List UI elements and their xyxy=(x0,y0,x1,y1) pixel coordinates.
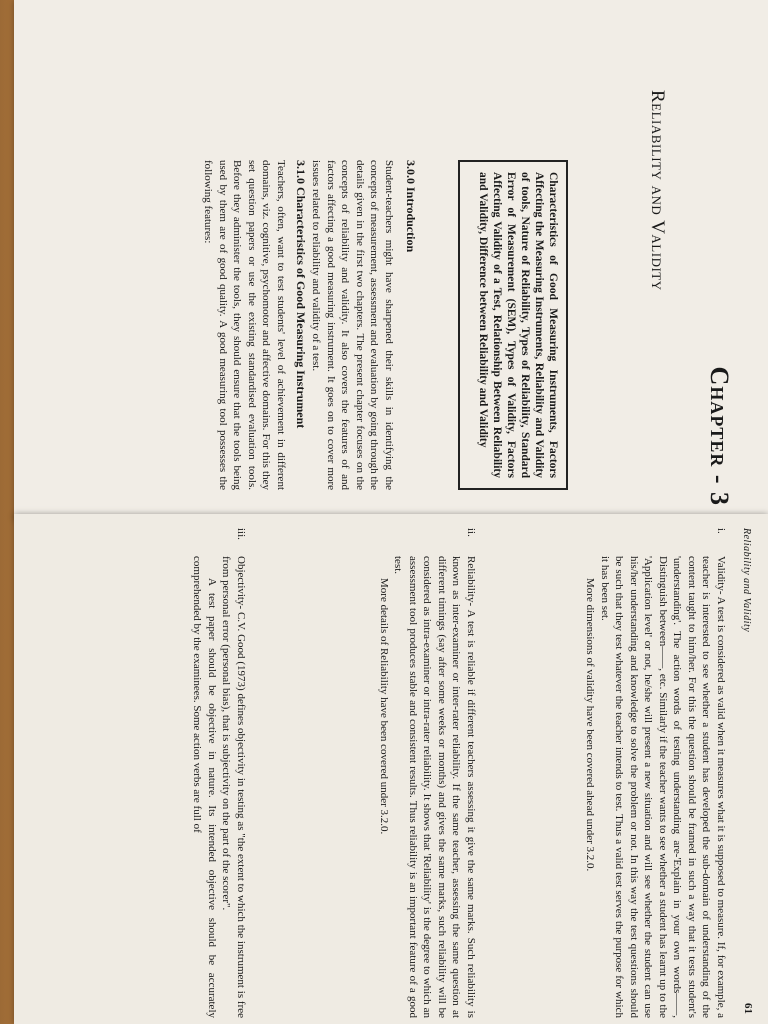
section-310-text: Teachers, often, want to test students' level of achievement in different domains, viz. cognitive, psychomotor and affective domains. For this they set question papers or use the existing standardised evaluation tools. Before they administer the tools, they should ensure that the tools being used by them are of good quality. A good measuring tool possesses the following features: xyxy=(202,160,287,490)
chapter-label: Chapter - 3 xyxy=(705,366,734,506)
item-followup: More details of Reliability have been covered under 3.2.0. xyxy=(378,578,390,835)
section-300-heading: 3.0.0 Introduction xyxy=(404,160,418,253)
item-text: Validity- A test is considered as valid when it measures what it is supposed to measure. If, for example, a teacher is interested to see whether a student has developed the sub-domain of understanding of the content taught to him/her. For this the question should be framed in such a way that it tests student's 'understanding'. The action words of testing understanding are-'Explain in your own words——, Distinguish between——, etc. Similarly if the teacher wants to see whether a student has learnt up to the 'Application level' or not, he/she will present a new situation and will see whether the student can use his/her understanding and knowledge to solve the problem or not. In this way the test questions should be such that they test whatever the teacher intends to test. Thus a valid test serves the purpose for which it has been set. xyxy=(599,556,727,1018)
item-number: ii. xyxy=(465,528,477,537)
item-followup: A test paper should be objective in nature. Its intended objective should be accurately comprehended by the examinees. Some action verbs are full of xyxy=(191,556,218,1018)
item-followup: More dimensions of validity have been covered ahead under 3.2.0. xyxy=(584,578,597,872)
chapter-outline-box: Characteristics of Good Measuring Instruments, Factors Affecting the Measuring Instruments, Reliability and Validity of tools, Nature of Reliability, Types of Reliability, Standard Error of Measurement (SEM), Types of Validity, Factors Affecting Validity of a Test, Relationship Between Reliability and Validity, Difference between Reliability and Validity xyxy=(458,160,568,490)
item-text: Objectivity- C.V. Good (1973) defines objectivity in testing as "the extent to which the instrument is free from personal error (personal bias), that is subjectivity on the part of the scorer". xyxy=(220,556,247,1018)
item-number: iii. xyxy=(235,528,247,540)
chapter-title: Reliability and Validity xyxy=(647,90,668,291)
item-text: Reliability- A test is reliable if different teachers assessing it give the same marks. Such reliability is known as inter-examiner or inter-rater reliability. If the same teacher, assessing the same question at different timings (say after some weeks or months) and gives the same marks, such reliability will be considered as intra-examiner or intra-rater reliability. It shows that 'Reliability' is the degree to which an assessment tool produces stable and consistent results. Thus reliability is an important feature of a good test. xyxy=(392,556,477,1018)
running-header: Reliability and Validity xyxy=(741,528,752,633)
page-number: 61 xyxy=(742,1003,754,1014)
rotated-page-content xyxy=(14,514,768,1024)
book-page-left xyxy=(14,0,768,520)
list-item-validity xyxy=(583,528,728,1018)
list-item-objectivity xyxy=(190,528,248,1018)
section-310-heading: 3.1.0 Characteristics of Good Measuring Instrument xyxy=(294,160,308,429)
section-300-text: Student-teachers might have sharpened their skills in identifying the concepts of measurement, assessment and evaluation by going through the details given in the first two chapters. The present chapter focuses on the concepts of reliability and validity. It also covers the features of and factors affecting a good measuring instrument. It goes on to cover more issues related to reliability and validity of a test. xyxy=(310,160,395,490)
item-number: i. xyxy=(715,528,727,534)
rotated-page-content xyxy=(14,0,768,520)
book-page-right xyxy=(14,514,768,1024)
list-item-reliability xyxy=(377,528,479,1018)
